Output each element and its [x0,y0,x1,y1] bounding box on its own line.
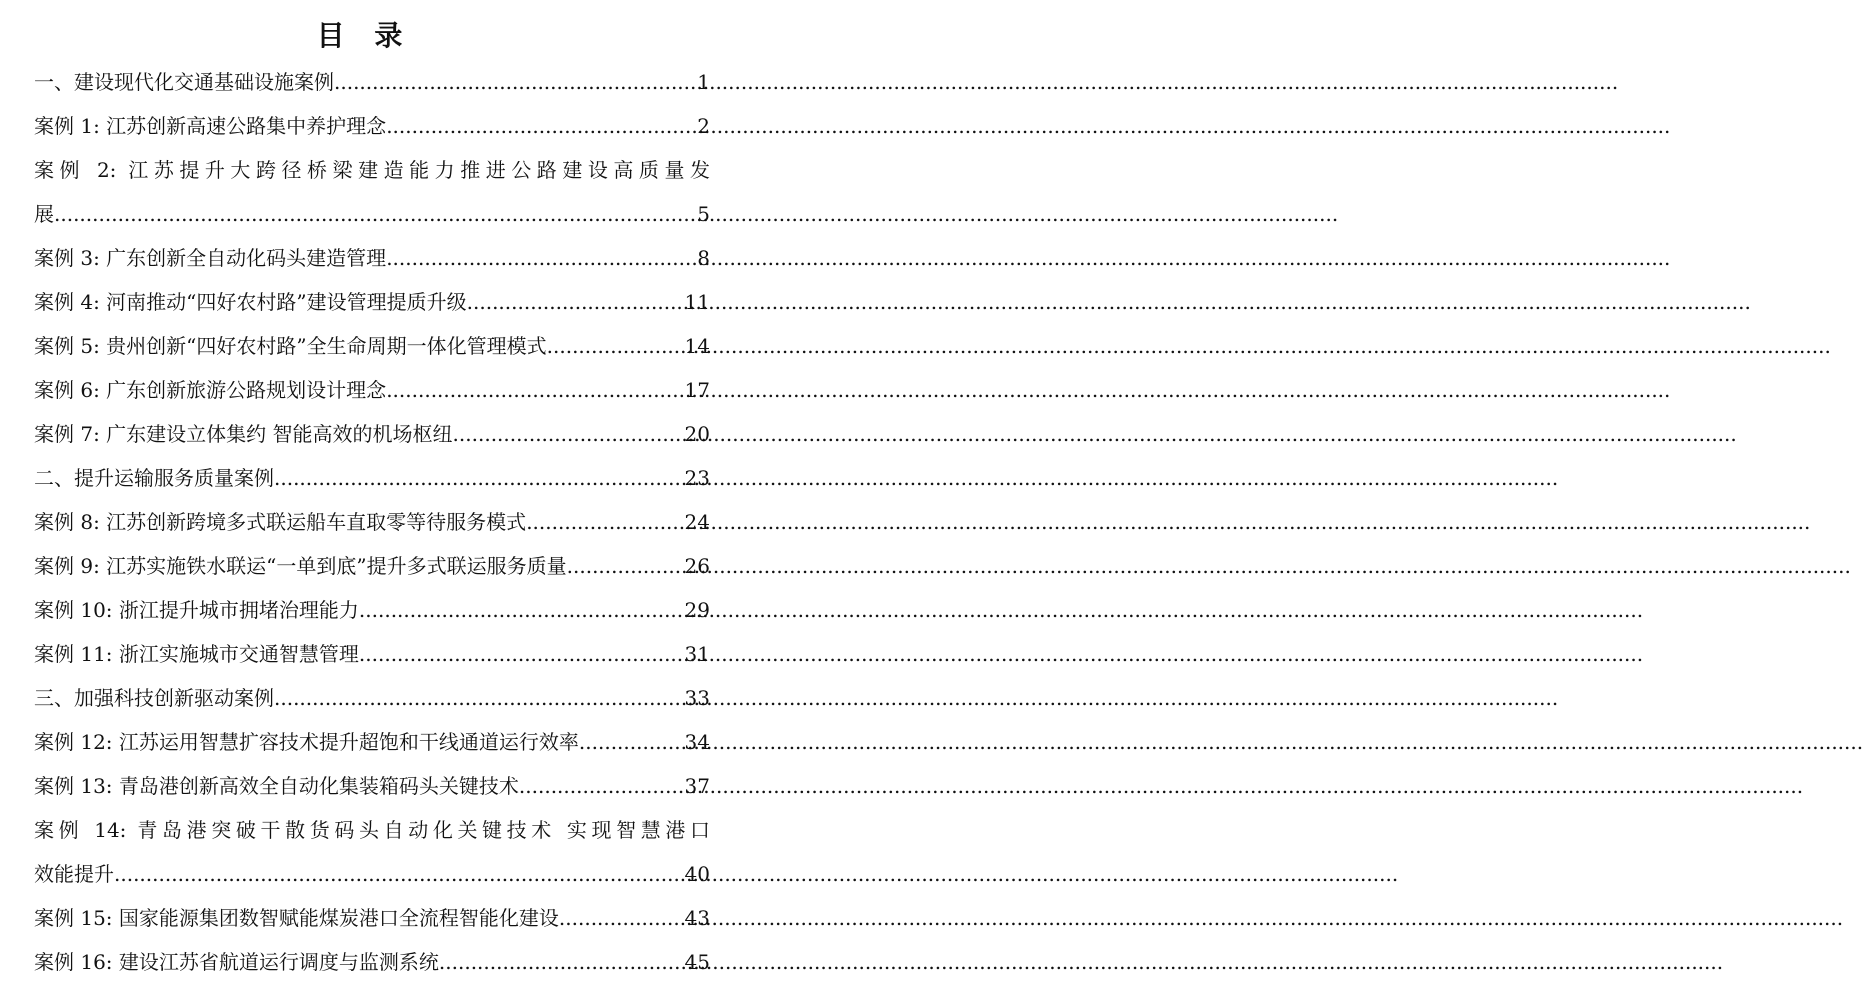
toc-page-number: 23 [684,466,710,490]
toc-page-number: 43 [684,906,710,930]
dot-leader [453,412,685,456]
dot-leader [334,60,697,104]
dot-leader [274,456,685,500]
toc-entry-label: 案例 5: 贵州创新“四好农村路”全生命周期一体化管理模式 [34,334,547,358]
dot-leader [54,192,697,236]
toc-page-number: 31 [684,642,710,666]
toc-page-number: 11 [684,290,710,314]
dot-leader [559,896,685,940]
dot-leader [386,368,684,412]
toc-entry-label: 案例 13: 青岛港创新高效全自动化集装箱码头关键技术 [34,774,519,798]
toc-entry-case-2-line-1[interactable] [34,148,710,192]
toc-page-number: 24 [684,510,710,534]
toc-entry-label: 案例 7: 广东建设立体集约 智能高效的机场枢纽 [34,422,453,446]
toc-page-number: 29 [684,598,710,622]
toc-entry-label: 案例 8: 江苏创新跨境多式联运船车直取零等待服务模式 [34,510,527,534]
dot-leader [359,632,685,676]
toc-entry-section-1[interactable] [34,60,710,104]
toc-entry-case-15[interactable] [34,896,710,940]
toc-entry-case-11[interactable] [34,632,710,676]
toc-entry-section-3[interactable] [34,676,710,720]
toc-entry-case-14-line-1[interactable] [34,808,710,852]
toc-entry-case-6[interactable] [34,368,710,412]
page-title: 目 录 [316,19,413,52]
toc-entry-case-16[interactable] [34,940,710,984]
toc-page-number: 14 [684,334,710,358]
toc-page-number: 40 [684,862,710,886]
toc-entry-label-continued: 效能提升 [34,862,114,886]
toc-entry-case-7[interactable] [34,412,710,456]
toc-page-number: 20 [684,422,710,446]
toc-entry-case-13[interactable] [34,764,710,808]
dot-leader [386,104,697,148]
toc-entry-label: 案例 15: 国家能源集团数智赋能煤炭港口全流程智能化建设 [34,906,559,930]
dot-leader [439,940,685,984]
toc-entry-label: 案例 1: 江苏创新高速公路集中养护理念 [34,114,387,138]
toc-page-number: 33 [684,686,710,710]
toc-entry-case-14-line-2[interactable] [34,852,710,896]
dot-leader [519,764,685,808]
dot-leader [386,236,697,280]
dot-leader [359,588,685,632]
toc-page-number: 45 [684,950,710,974]
toc-entry-label: 三、加强科技创新驱动案例 [34,686,274,710]
toc-entry-case-12[interactable] [34,720,710,764]
toc-entry-label: 案例 2: 江苏提升大跨径桥梁建造能力推进公路建设高质量发 [34,158,710,182]
table-of-contents [34,60,710,984]
dot-leader [467,280,685,324]
dot-leader [274,676,685,720]
toc-entry-label: 案例 3: 广东创新全自动化码头建造管理 [34,246,387,270]
toc-entry-case-3[interactable] [34,236,710,280]
toc-entry-case-10[interactable] [34,588,710,632]
toc-page-number: 34 [684,730,710,754]
dot-leader [526,500,684,544]
toc-page-number: 37 [684,774,710,798]
dot-leader [579,720,685,764]
toc-entry-label: 案例 6: 广东创新旅游公路规划设计理念 [34,378,387,402]
toc-entry-label: 案例 4: 河南推动“四好农村路”建设管理提质升级 [34,290,467,314]
toc-entry-case-9[interactable] [34,544,710,588]
toc-entry-section-2[interactable] [34,456,710,500]
toc-entry-label: 案例 9: 江苏实施铁水联运“一单到底”提升多式联运服务质量 [34,554,567,578]
toc-page [0,0,729,997]
toc-entry-label: 案例 12: 江苏运用智慧扩容技术提升超饱和干线通道运行效率 [34,730,579,754]
toc-entry-case-8[interactable] [34,500,710,544]
toc-entry-case-1[interactable] [34,104,710,148]
toc-entry-label: 一、建设现代化交通基础设施案例 [34,70,334,94]
toc-entry-label: 二、提升运输服务质量案例 [34,466,274,490]
toc-page-number: 17 [684,378,710,402]
dot-leader [114,852,685,896]
toc-page-number: 2 [697,114,710,138]
toc-page-number: 5 [697,202,710,226]
toc-entry-case-2-line-2[interactable] [34,192,710,236]
toc-entry-case-4[interactable] [34,280,710,324]
toc-page-number: 26 [684,554,710,578]
toc-page-number: 8 [697,246,710,270]
toc-entry-label: 案例 11: 浙江实施城市交通智慧管理 [34,642,359,666]
toc-entry-label: 案例 14: 青岛港突破干散货码头自动化关键技术 实现智慧港口 [34,818,710,842]
dot-leader [547,324,685,368]
dot-leader [567,544,685,588]
toc-entry-label: 案例 16: 建设江苏省航道运行调度与监测系统 [34,950,439,974]
toc-entry-case-5[interactable] [34,324,710,368]
toc-entry-label: 案例 10: 浙江提升城市拥堵治理能力 [34,598,359,622]
toc-page-number: 1 [697,70,710,94]
toc-entry-label-continued: 展 [34,202,54,226]
